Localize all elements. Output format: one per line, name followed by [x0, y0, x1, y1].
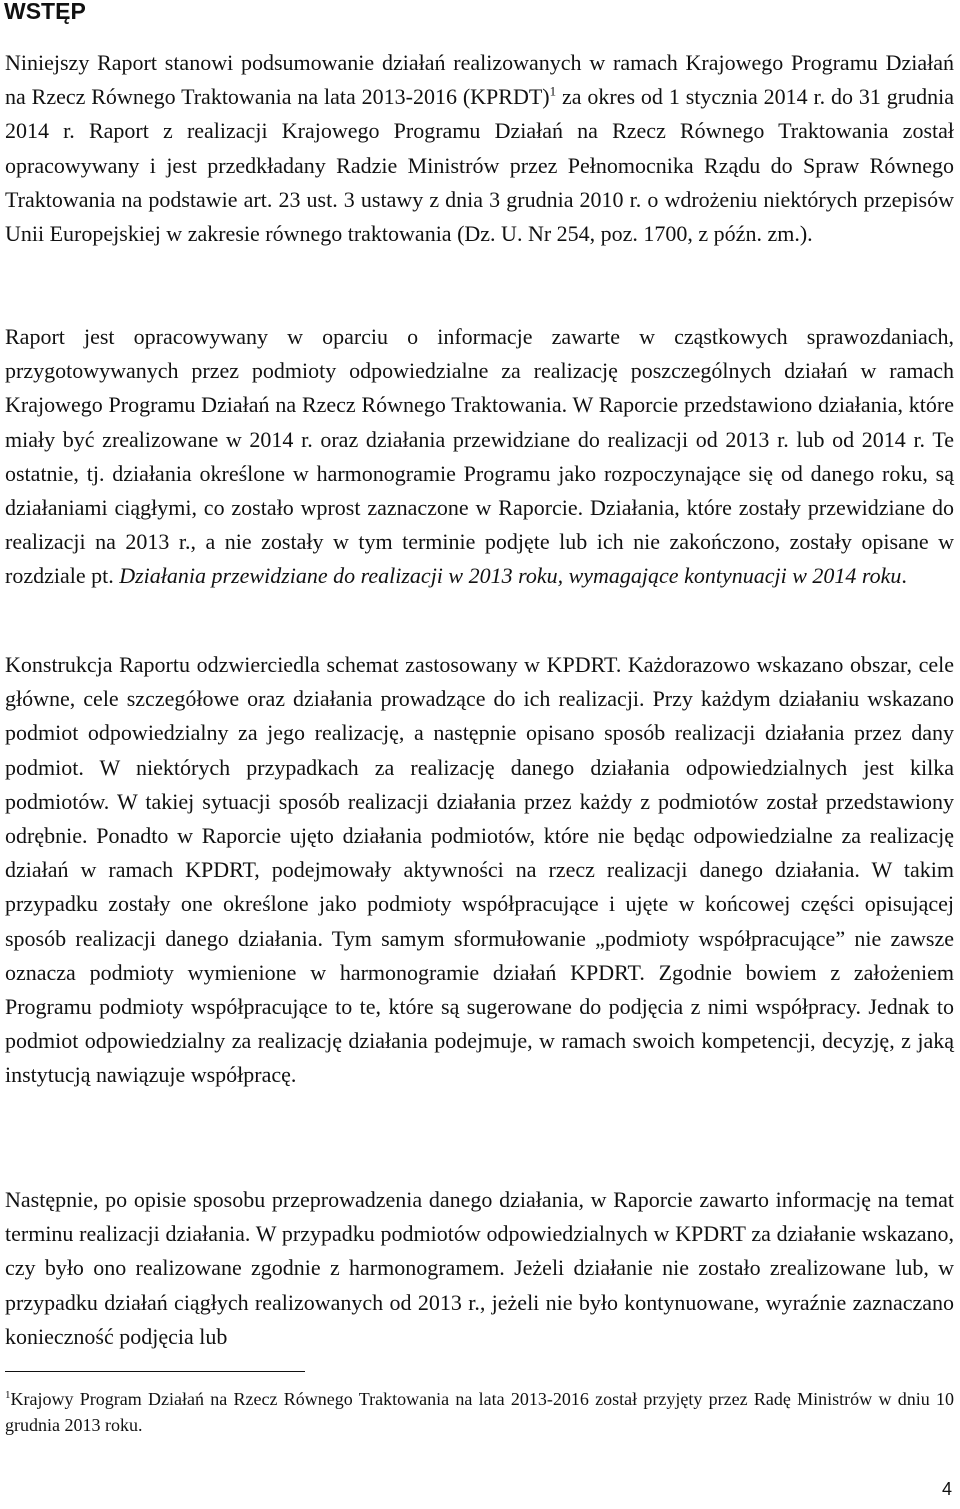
paragraph-intro-text-a: Niniejszy Raport stanowi podsumowanie działań realizowanych w ramach Krajowego Programu Działań na Rzecz Równego Traktowania na lata 2013-2016 (KPRDT): [5, 50, 954, 110]
paragraph-sources-text-a: Raport jest opracowywany w oparciu o informacje zawarte w cząstkowych sprawozdaniach, przygotowywanych przez podmioty odpowiedzialne za realizację poszczególnych działań w ramach Krajowego Programu Działań na Rzecz Równego Traktowania. W Raporcie przedstawiono działania, które miały być zrealizowane w 2014 r. oraz działania przewidziane do realizacji od 2013 r. lub od 2014 r. Te ostatnie, tj. działania określone w harmonogramie Programu jako rozpoczynające się od danego roku, są działaniami ciągłymi, co zostało wprost zaznaczone w Raporcie. Działania, które zostały przewidziane do realizacji na 2013 r., a nie zostały w tym terminie podjęte lub ich nie zakończono, zostały opisane w rozdziale pt.: [5, 324, 954, 589]
footnote-reference: 1: [549, 83, 557, 99]
footnote: [5, 1386, 954, 1438]
footnote-marker: 1: [5, 1389, 11, 1401]
page-number: 4: [941, 1479, 952, 1499]
chapter-title-italic: Działania przewidziane do realizacji w 2013 roku, wymagające kontynuacji w 2014 roku: [119, 563, 902, 589]
paragraph-structure: Konstrukcja Raportu odzwierciedla schemat zastosowany w KPDRT. Każdorazowo wskazano obszar, cele główne, cele szczegółowe oraz działania prowadzące do ich realizacji. Przy każdym działaniu wskazano podmiot odpowiedzialny za jego realizację, a następnie opisano sposób realizacji działania przez dany podmiot. W niektórych przypadkach za realizację danego działania odpowiedzialnych jest kilka podmiotów. W takiej sytuacji sposób realizacji działania przez każdy z podmiotów został przedstawiony odrębnie. Ponadto w Raporcie ujęto działania podmiotów, które nie będąc odpowiedzialne za realizację działań w ramach KPDRT, podejmowały aktywności na rzecz realizacji danego działania. W takim przypadku zostały one określone jako podmioty współpracujące i ujęte w końcowej części opisującej sposób realizacji danego działania. Tym samym sformułowanie „podmioty współpracujące” nie zawsze oznacza podmioty wymienione w harmonogramie działań KPDRT. Zgodnie bowiem z założeniem Programu podmioty współpracujące to te, które są sugerowane do podjęcia z nimi współpracy. Jednak to podmiot odpowiedzialny za realizację działania podejmuje, w ramach swoich kompetencji, decyzję, z jaką instytucją nawiązuje współpracę.: [5, 652, 954, 1088]
footnote-text: Krajowy Program Działań na Rzecz Równego Traktowania na lata 2013-2016 został przyjęty przez Radę Ministrów w dniu 10 grudnia 2013 roku.: [5, 1389, 954, 1435]
paragraph-intro-text-b: za okres od 1 stycznia 2014 r. do 31 grudnia 2014 r. Raport z realizacji Krajowego Programu Działań na Rzecz Równego Traktowania został opracowywany i jest przedkładany Radzie Ministrów przez Pełnomocnika Rządu do Spraw Równego Traktowania na podstawie art. 23 ust. 3 ustawy z dnia 3 grudnia 2010 r. o wdrożeniu niektórych przepisów Unii Europejskiej w zakresie równego traktowania (Dz. U. Nr 254, poz. 1700, z późn. zm.).: [5, 84, 954, 247]
paragraph-sources: [5, 320, 954, 594]
paragraph-sources-text-b: .: [901, 563, 907, 589]
paragraph-intro: [5, 46, 954, 251]
paragraph-timeline: Następnie, po opisie sposobu przeprowadzenia danego działania, w Raporcie zawarto informację na temat terminu realizacji działania. W przypadku podmiotów odpowiedzialnych w KPDRT za działanie wskazano, czy było ono realizowane zgodnie z harmonogramem. Jeżeli działanie nie zostało zrealizowane lub, w przypadku działań ciągłych realizowanych od 2013 r., jeżeli nie było kontynuowane, wyraźnie zaznaczano konieczność podjęcia lub: [5, 1187, 954, 1349]
section-heading: WSTĘP: [4, 0, 86, 24]
footnote-separator: [5, 1371, 305, 1372]
